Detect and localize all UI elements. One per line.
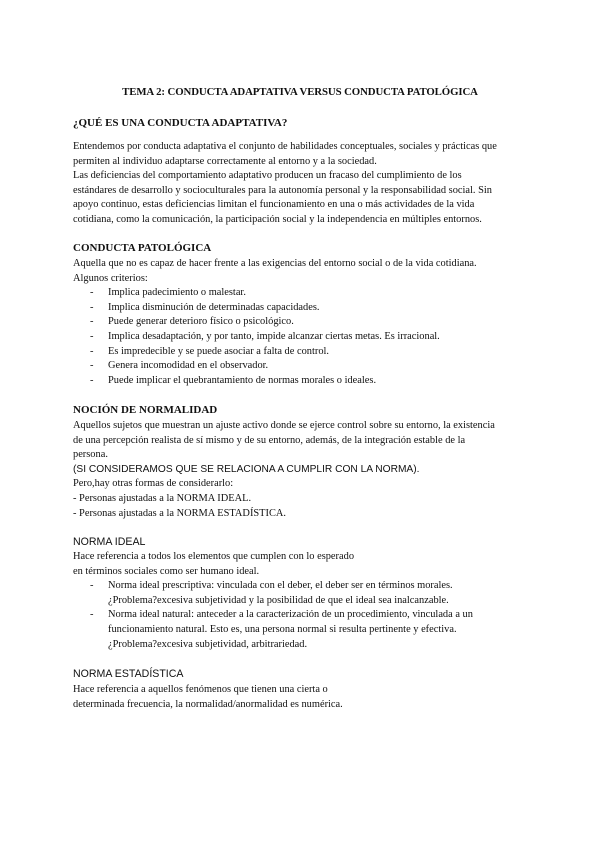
section-statistical-norm <box>73 667 533 682</box>
section-adaptive-behavior <box>73 116 533 131</box>
list-item: - Implica desadaptación, y por tanto, impide alcanzar ciertas metas. Es irracional. <box>73 330 533 345</box>
list-item: - Implica disminución de determinadas capacidades. <box>73 301 533 316</box>
document-title: TEMA 2: CONDUCTA ADAPTATIVA VERSUS CONDUCTA PATOLÓGICA <box>122 86 478 98</box>
section-heading: CONDUCTA PATOLÓGICA <box>73 242 212 254</box>
section-ideal-norm-body <box>73 550 533 652</box>
paragraph-line: permiten al individuo adaptarse correctamente al entorno y a la sociedad. <box>73 155 377 167</box>
paragraph-line: apoyo continuo, estas deficiencias limitan el funcionamiento en una o más actividades de la vida <box>73 199 475 211</box>
paragraph-line: Las deficiencias del comportamiento adaptativo producen un fracaso del cumplimiento de los <box>73 170 462 182</box>
paragraph-line: determinada frecuencia, la normalidad/anormalidad es numérica. <box>73 698 343 710</box>
paragraph-line: en términos sociales como ser humano ideal. <box>73 565 260 577</box>
section-adaptive-body <box>73 140 533 228</box>
ideal-norm-list <box>73 579 533 652</box>
list-item <box>73 608 533 652</box>
list-item: - Genera incomodidad en el observador. <box>73 359 533 374</box>
paragraph-line: Algunos criterios: <box>73 272 148 284</box>
section-pathological-body <box>73 257 533 388</box>
paragraph-line: Aquellos sujetos que muestran un ajuste activo donde se ejerce control sobre su entorno, la existencia <box>73 420 495 431</box>
section-normality-body <box>73 419 533 521</box>
section-heading: NORMA IDEAL <box>73 536 146 548</box>
list-item-line: - Norma ideal prescriptiva: vinculada con el deber, el deber ser en términos morales. <box>108 580 453 592</box>
list-item: - Personas ajustadas a la NORMA IDEAL. <box>73 492 252 504</box>
section-heading: ¿QUÉ ES UNA CONDUCTA ADAPTATIVA? <box>73 117 288 129</box>
list-item: - Personas ajustadas a la NORMA ESTADÍSTICA. <box>73 507 287 519</box>
paragraph-line: estándares de desarrollo y socioculturales para la autonomía personal y la responsabilidad social. Sin <box>73 184 492 196</box>
paragraph-line: Pero,hay otras formas de considerarlo: <box>73 478 234 490</box>
section-normality <box>73 403 533 418</box>
list-item-line: funcionamiento natural. Esto es, una persona normal si resulta pertinente y efectiva. <box>108 623 457 635</box>
section-heading: NOCIÓN DE NORMALIDAD <box>73 404 218 416</box>
paragraph-line: persona. <box>73 449 108 461</box>
section-statistical-norm-body <box>73 683 533 712</box>
paragraph-line: Aquella que no es capaz de hacer frente a las exigencias del entorno social o de la vida cotidiana. <box>73 258 477 269</box>
section-ideal-norm <box>73 535 533 550</box>
list-item-line: - Norma ideal natural: anteceder a la caracterización de un procedimiento, vinculada a un <box>108 609 473 621</box>
paragraph-line: de una percepción realista de sí mismo y de su entorno, además, de la integración estable de la <box>73 434 466 446</box>
list-item: - Es impredecible y se puede asociar a falta de control. <box>73 345 533 360</box>
paragraph-line: cotidiana, como la comunicación, la participación social y la independencia en múltiples entornos. <box>73 213 482 225</box>
list-item-line: ¿Problema?excesiva subjetividad y la posibilidad de que el ideal sea inalcanzable. <box>108 594 449 606</box>
paragraph-line: Hace referencia a aquellos fenómenos que tienen una cierta o <box>73 684 328 695</box>
paragraph-line: Entendemos por conducta adaptativa el conjunto de habilidades conceptuales, sociales y prácticas que <box>73 141 497 152</box>
section-heading: NORMA ESTADÍSTICA <box>73 668 184 680</box>
criteria-list <box>73 286 533 388</box>
paragraph-line: Hace referencia a todos los elementos que cumplen con lo esperado <box>73 551 355 562</box>
list-item: - Puede implicar el quebrantamiento de normas morales o ideales. <box>73 374 533 389</box>
list-item <box>73 579 533 608</box>
norm-note: (SI CONSIDERAMOS QUE SE RELACIONA A CUMPLIR CON LA NORMA). <box>73 463 420 475</box>
section-pathological-behavior <box>73 241 533 256</box>
list-item: - Implica padecimiento o malestar. <box>73 286 533 301</box>
list-item-line: ¿Problema?excesiva subjetividad, arbitrariedad. <box>108 638 308 650</box>
list-item: - Puede generar deterioro físico o psicológico. <box>73 315 533 330</box>
